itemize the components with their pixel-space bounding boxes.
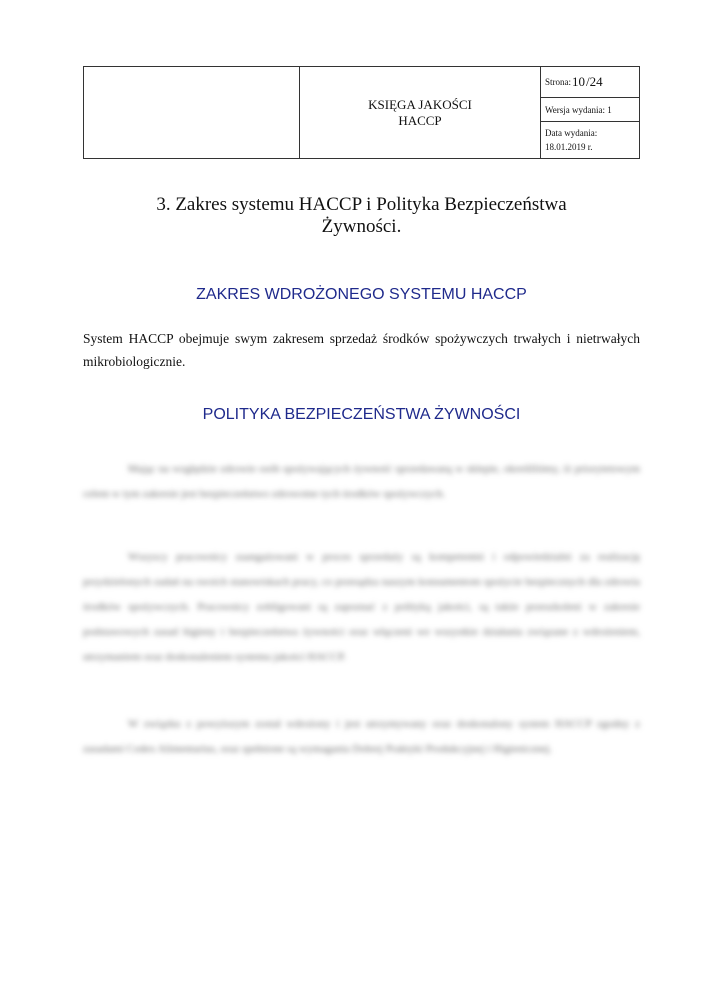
- header-title-cell: [300, 67, 541, 158]
- policy-heading: POLITYKA BEZPIECZEŃSTWA ŻYWNOŚCI: [202, 406, 521, 423]
- section-title: [83, 194, 640, 238]
- document-header-table: [83, 66, 640, 159]
- version-text: Wersja wydania: 1: [545, 104, 612, 115]
- page-label: Strona:: [545, 77, 571, 87]
- date-value: 18.01.2019 r.: [545, 142, 593, 152]
- date-row: [541, 122, 639, 158]
- policy-paragraph-3: W związku z powyższym został wdrożony i jest utrzymywany oraz doskonalony system HACCP zgodny z zasadami Codex Alimentarius, oraz spełnione są wymagania Dobrej Praktyki Produkcyjnej i Higienicznej.: [83, 718, 640, 755]
- page-info-row: [541, 67, 639, 98]
- policy-paragraph-1: Mając na względzie zdrowie osób spożywających żywność sprzedawaną w sklepie, określiliśmy, iż priorytetowym celem w tym zakresie jest bezpieczeństwo zdrowotne tych środków spożywczych.: [83, 463, 640, 500]
- scope-paragraph: System HACCP obejmuje swym zakresem sprzedaż środków spożywczych trwałych i nietrwałych mikrobiologicznie.: [83, 331, 640, 369]
- section-title-line2: Żywności.: [321, 216, 402, 237]
- header-title-line2: HACCP: [398, 112, 442, 128]
- version-row: [541, 98, 639, 122]
- header-logo-cell: [84, 67, 300, 158]
- date-label: Data wydania:: [545, 128, 598, 138]
- page-number: 10: [572, 74, 585, 89]
- section-title-line1: 3. Zakres systemu HACCP i Polityka Bezpieczeństwa: [156, 194, 567, 215]
- scope-heading: ZAKRES WDROŻONEGO SYSTEMU HACCP: [196, 286, 527, 303]
- page-total: /24: [586, 74, 603, 89]
- policy-paragraph-2: Wszyscy pracownicy zaangażowani w proces sprzedaży są kompetentni i odpowiedzialni za realizację przydzielonych zadań na swoich stanowiskach pracy, co przesądza naszym konsumentom spożycie bezpiecznych dla zdrowia środków spożywczych. Pracownicy zobligowani są zapoznać z polityką jakości, są także przeszkoleni w zakresie podstawowych zasad higieny i bezpieczeństwa żywności oraz włączeni we wszystkie działania związane z wdrożeniem, utrzymaniem oraz doskonaleniem systemu jakości HACCP.: [83, 551, 640, 663]
- header-title-line1: KSIĘGA JAKOŚCI: [368, 96, 472, 112]
- header-meta-cell: [541, 67, 639, 158]
